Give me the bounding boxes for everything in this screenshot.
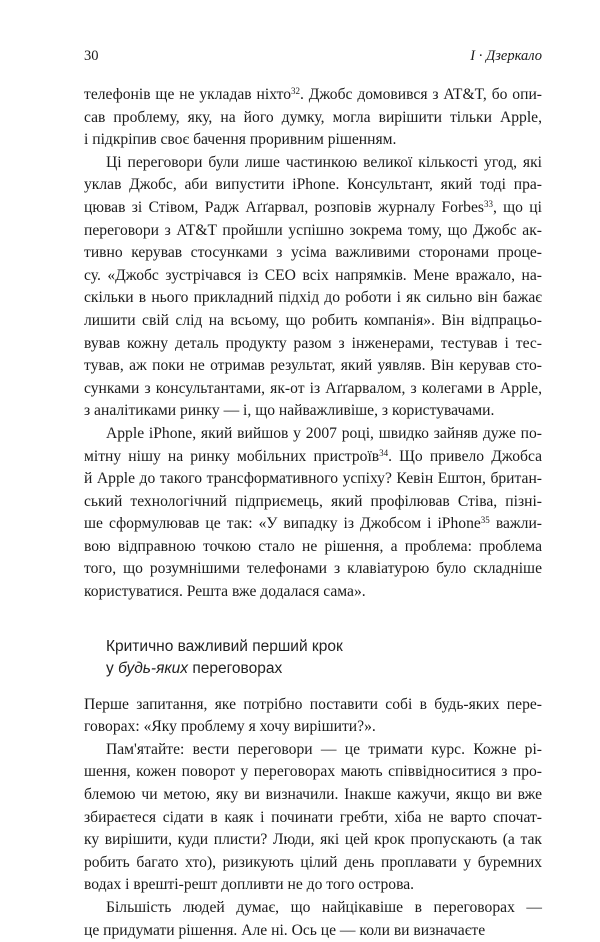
text-line: шення, кожен поворот у переговорах мають співвідноситися з про-: [84, 763, 542, 781]
paragraph: [84, 694, 542, 739]
text-line: Пам'ятайте: вести переговори — це тримати курс. Кожне рі-: [106, 740, 542, 758]
paragraph: [84, 423, 542, 604]
text-line: це придумати рішення. Але ні. Ось це — коли ви визначаєте: [84, 921, 486, 939]
text-line: ку вирішити, куди плисти? Люди, які цей крок пропускають (а так: [84, 831, 542, 849]
paragraph: [84, 152, 542, 423]
text-line: Ці переговори були лише частинкою великої кількості угод, які: [106, 153, 542, 171]
text-line: збираєтеся сідати в каяк і починати гребти, хіба не варто спочат-: [84, 808, 542, 826]
body-text-before-heading: [84, 84, 542, 604]
text-line: вував кожну деталь продукту разом з інженерами, тестував і тес-: [84, 334, 542, 352]
page-body: [84, 84, 542, 942]
text-line: переговори з AT&T пройшли успішно зокрема тому, що Джобс ак-: [84, 221, 542, 239]
text-line: користуватися. Решта вже додалася сама».: [84, 583, 366, 601]
page-number: 30: [84, 48, 99, 64]
text-line: блемою чи метою, яку ви визначили. Інакше кажучи, якщо ви вже: [84, 786, 542, 804]
footnote-ref[interactable]: 33: [483, 198, 493, 209]
text-line: Apple iPhone, який вийшов у 2007 році, швидко зайняв дуже по-: [106, 424, 542, 442]
text-line: вою відправною точкою стало не рішення, а проблема: проблема: [84, 537, 542, 555]
text-line: тивно керував стосунками з усіма важливими сторонами проце-: [84, 244, 542, 262]
footnote-ref[interactable]: 35: [480, 515, 490, 526]
paragraph: [84, 897, 542, 942]
text-line: з аналітиками ринку — і, що найважливіше, з користувачами.: [84, 402, 495, 420]
text-line: сунками з консультантами, як-от із Аґґарвалом, з колегами в Apple,: [84, 379, 542, 397]
section-heading: [106, 636, 542, 680]
text-line: сав проблему, яку, на його думку, могла вирішити тільки Apple,: [84, 108, 542, 126]
heading-line-1: Критично важливий перший крок: [106, 637, 343, 655]
text-line: тував, аж поки не отримав результат, який уявляв. Він керував сто-: [84, 357, 542, 375]
heading-line-2-italic: будь-яких: [118, 659, 189, 677]
paragraph: [84, 739, 542, 897]
text-line: ше сформулював це так: «У випадку із Джобсом і iPhone$^{35}$ важли-: [84, 515, 542, 533]
running-head: І · Дзеркало: [470, 48, 542, 64]
heading-line-2-suffix: переговорах: [188, 659, 283, 677]
text-line: цював зі Стівом, Радж Аґґарвал, розповів журналу Forbes$^{33}$, що ці: [84, 198, 542, 216]
text-line: уклав Джобс, аби випустити iPhone. Консультант, який тоді пра-: [84, 176, 542, 194]
text-line: і підкріпив своє бачення проривним рішенням.: [84, 131, 397, 149]
footnote-ref[interactable]: 34: [379, 447, 389, 458]
text-line: лишити свій слід на всьому, що робить компанія». Він відпрацьо-: [84, 311, 542, 329]
text-line: мітну нішу на ринку мобільних пристроїв$^{34}$. Що привело Джобса: [84, 447, 542, 465]
paragraph: [84, 84, 542, 152]
text-line: Більшість людей думає, що найцікавіше в переговорах —: [106, 899, 542, 916]
text-line: й Apple до такого трансформативного успіху? Кевін Ештон, британ-: [84, 470, 542, 488]
page-header: [84, 48, 542, 70]
text-line: ський технологічний підприємець, який профілював Стіва, пізні-: [84, 492, 542, 510]
text-line: того, що розумнішими телефонами з клавіатурою було складніше: [84, 560, 542, 578]
text-line: скільки в нього прикладний підхід до роботи і як сильно він бажає: [84, 289, 542, 307]
body-text-after-heading: [84, 694, 542, 942]
text-line: водах і врешті-решт допливти не до того острова.: [84, 876, 415, 894]
text-line: говорах: «Яку проблему я хочу вирішити?».: [84, 718, 376, 736]
text-line: су. «Джобс зустрічався із CEO всіх напрямків. Мене вражало, на-: [84, 266, 542, 284]
text-line: робить багато хто), ризикують цілий день проплавати у буремних: [84, 853, 542, 871]
text-line: телефонів ще не укладав ніхто$^{32}$. Джобс домовився з AT&T, бо опи-: [84, 86, 542, 103]
heading-line-2-prefix: у: [106, 659, 119, 677]
footnote-ref[interactable]: 32: [291, 86, 301, 96]
text-line: Перше запитання, яке потрібно поставити собі в будь-яких пере-: [84, 695, 542, 713]
